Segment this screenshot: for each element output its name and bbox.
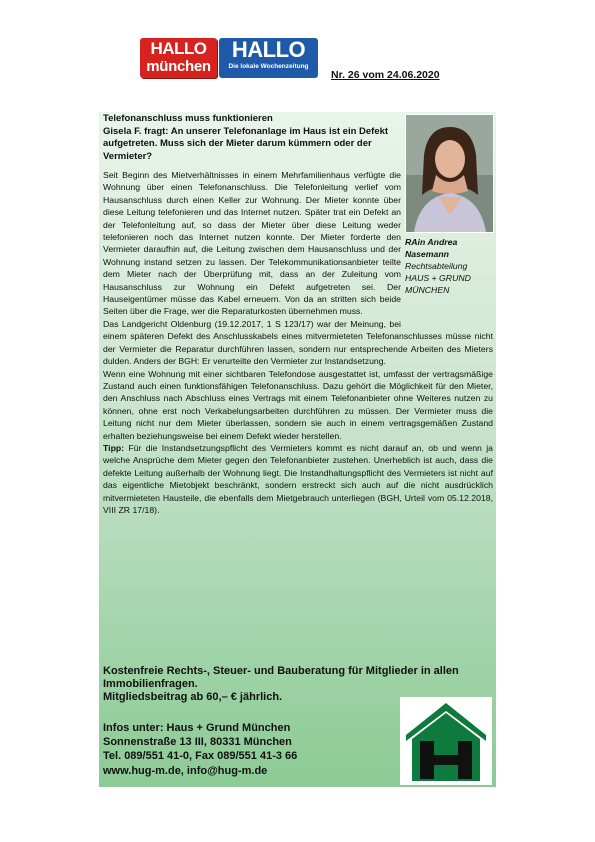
body-paragraph: Seit Beginn des Mietverhältnisses in einem Mehrfamilienhaus verfügte die Wohnung über einen Telefonanschluss. Die Telefonleitung verlief vom Hausanschluss durch einen Keller zur Wohnung. Der Mieter konnte über diese Leitung telefonieren und das Internet nutzen. Später trat ein Defekt an der Telefonleitung auf, so dass der Mieter über diese Leitung weder telefonieren noch das Internet nutzen konnte. Der Mieter forderte den Vermieter daraufhin auf, die Leitung zwischen dem Hausanschluss und der Wohnung instand setzen zu lassen. Der Telekommunikationsanbieter teilte dem Mieter nach der Überprüfung mit, dass an der Zuleitung vom Hausanschluss zur Wohnung ein Defekt aufgetreten sei. Der Hauseigentümer müsse das Kabel erneuern. Von da an stritten sich beide Seiten über die Frage, wer die Reparaturkosten übernehmen muss. <box>103 170 401 317</box>
author-role: Rechtsabteilung <box>405 261 468 271</box>
tipp-paragraph <box>103 442 493 516</box>
author-org-line1: HAUS + GRUND <box>405 273 471 283</box>
article-question: Gisela F. fragt: An unserer Telefonanlage im Haus ist ein Defekt aufgetreten. Muss sich der Mieter darum kümmern oder der Vermieter? <box>103 125 389 162</box>
hallo-muenchen-logo <box>140 38 217 78</box>
logo-blue-line2: Die lokale Wochenzeitung <box>228 63 309 70</box>
article-body <box>103 169 493 516</box>
logo-red-line2: münchen <box>146 58 211 75</box>
tipp-label: Tipp: <box>103 442 125 453</box>
logo-red-line1: HALLO <box>150 39 207 58</box>
haus-grund-logo <box>400 697 492 785</box>
logo-blue-line1: HALLO <box>231 37 306 62</box>
article-headline <box>103 113 403 163</box>
contact-phone: Tel. 089/551 41-0, Fax 089/551 41-3 66 <box>103 750 298 763</box>
contact-address: Sonnenstraße 13 III, 80331 München <box>103 736 292 749</box>
author-name: RAin Andrea Nasemann <box>405 237 458 259</box>
issue-date: Nr. 26 vom 24.06.2020 <box>331 69 440 81</box>
contact-line1: Infos unter: Haus + Grund München <box>103 722 291 734</box>
author-org-line2: MÜNCHEN <box>405 285 450 295</box>
article-title: Telefonanschluss muss funktionieren <box>103 113 273 124</box>
contact-block <box>103 721 393 778</box>
hallo-wochenzeitung-logo <box>219 38 318 78</box>
promo-line2: Mitgliedsbeitrag ab 60,– € jährlich. <box>103 691 283 703</box>
article-panel <box>99 112 496 787</box>
house-logo-icon <box>400 697 492 785</box>
contact-web: www.hug-m.de, info@hug-m.de <box>103 764 268 777</box>
promo-line1: Kostenfreie Rechts-, Steuer- und Bauberatung für Mitglieder in allen Immobilienfragen. <box>103 665 459 690</box>
body-paragraph: Das Landgericht Oldenburg (19.12.2017, 1 S 123/17) war der Meinung, bei einem späteren Defekt des Anschlusskabels eines mitvermieteten Telefonanschlusses müsse nicht der Vermieter die Reparatur durchführen lassen, sondern nur entsprechende Arbeiten des Mieters dulden. Anders der BGH: Er verurteilte den Vermieter zur Instandsetzung. <box>103 318 493 367</box>
body-paragraph: Wenn eine Wohnung mit einer sichtbaren Telefondose ausgestattet ist, umfasst der vertragsmäßige Zustand auch einen funktionsfähigen Telefonanschluss. Dazu gehört die Möglichkeit für den Mieter, den Anschluss nach Abschluss eines Vertrags mit einem Telefonanbieter ohne Weiteres nutzen zu können, ohne erst noch Verkabelungsarbeiten durchführen zu müssen. Der Vermieter muss die Leitung nicht nur dem Mieter überlassen, sondern sie auch in einem vertragsgemäßen Zustand erhalten beziehungsweise bei einem Defekt wieder herstellen. <box>103 368 493 441</box>
tipp-text: Für die Instandsetzungspflicht des Vermieters kommt es nicht darauf an, ob und wenn ja welche Ansprüche dem Mieter gegen den Telefonanbieter zustehen. Unerheblich ist auch, dass die defekte Leitung außerhalb der Wohnung liegt. Die Instandhaltungspflicht des Vermieters ist nicht auf das eigentliche Mietobjekt beschränkt, sondern erstreckt sich auch auf die nicht ausdrücklich mitvermieteten Hausteile, die ebenfalls dem Mietgebrauch unterliegen (BGH, Urteil vom 05.12.2018, VIII ZR 17/18). <box>103 442 493 515</box>
